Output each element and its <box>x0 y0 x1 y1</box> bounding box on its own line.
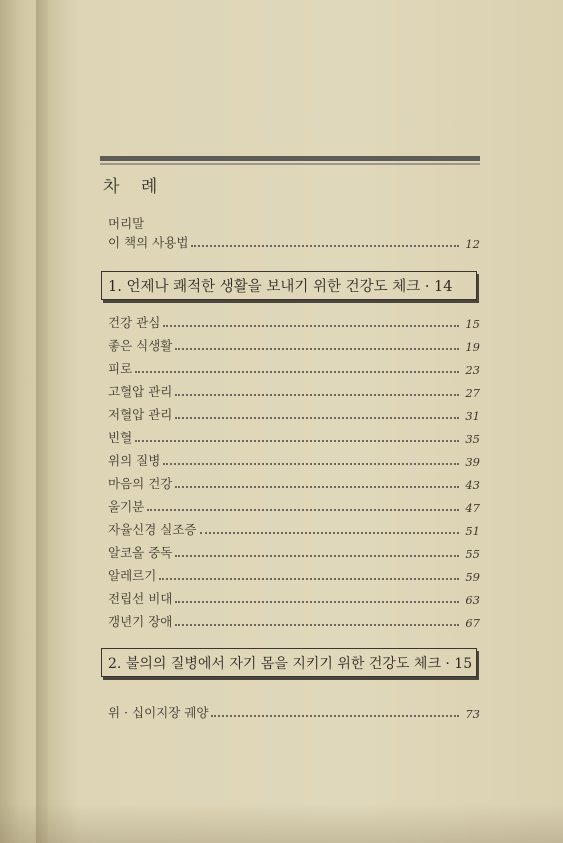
toc-entry-label: 알코올 중독 <box>108 545 173 560</box>
toc-entry[interactable] <box>108 359 480 377</box>
toc-entry-page: 31 <box>465 409 480 423</box>
toc-entry-label: 이 책의 사용법 <box>108 235 189 250</box>
dot-leader <box>191 245 459 247</box>
toc-entry-page: 27 <box>465 386 480 400</box>
toc-entry-label: 마음의 건강 <box>108 476 173 491</box>
dot-leader <box>175 394 459 396</box>
dot-leader <box>175 486 459 488</box>
section-1-heading[interactable]: 1. 언제나 쾌적한 생활을 보내기 위한 건강도 체크 · 14 <box>101 271 477 300</box>
dot-leader <box>135 440 459 442</box>
toc-entry[interactable] <box>108 703 480 721</box>
toc-entry-page: 23 <box>465 363 480 377</box>
dot-leader <box>175 624 459 626</box>
toc-entry-page: 12 <box>465 237 480 251</box>
toc-entry[interactable] <box>108 313 480 331</box>
dot-leader <box>147 509 459 511</box>
section-2-heading[interactable]: 2. 불의의 질병에서 자기 몸을 지키기 위한 건강도 체크 · 15 <box>101 648 477 677</box>
toc-entry-page: 47 <box>465 501 480 515</box>
toc-entry-page: 15 <box>465 317 480 331</box>
dot-leader <box>135 371 459 373</box>
page-bottom-shadow <box>0 803 563 843</box>
toc-entry-label: 갱년기 장애 <box>108 614 173 629</box>
toc-entry[interactable] <box>108 520 480 538</box>
header-rule-thin <box>100 163 480 165</box>
toc-entry-label: 저혈압 관리 <box>108 407 173 422</box>
toc-entry-intro[interactable] <box>108 233 480 251</box>
dot-leader <box>175 417 459 419</box>
toc-entry-label: 자율신경 실조증 <box>108 522 197 537</box>
toc-entry-label: 알레르기 <box>108 568 157 583</box>
toc-entry[interactable] <box>108 405 480 423</box>
toc-entry-page: 43 <box>465 478 480 492</box>
dot-leader <box>175 348 459 350</box>
toc-entry[interactable] <box>108 382 480 400</box>
toc-entry-page: 67 <box>465 616 480 630</box>
toc-entry-page: 63 <box>465 593 480 607</box>
toc-entry-page: 73 <box>465 707 480 721</box>
header-rule-thick <box>100 156 480 161</box>
toc-entry[interactable] <box>108 451 480 469</box>
dot-leader <box>175 601 459 603</box>
dot-leader <box>159 578 459 580</box>
dot-leader <box>163 325 459 327</box>
dot-leader <box>163 463 459 465</box>
toc-entry-label: 전립선 비대 <box>108 591 173 606</box>
dot-leader <box>175 555 459 557</box>
toc-entry[interactable] <box>108 474 480 492</box>
toc-entry-label: 피로 <box>108 361 133 376</box>
dot-leader <box>211 715 459 717</box>
toc-entry-page: 51 <box>465 524 480 538</box>
dot-leader <box>200 532 460 534</box>
contents-title: 차 례 <box>103 177 166 197</box>
toc-entry[interactable] <box>108 543 480 561</box>
toc-entry[interactable] <box>108 566 480 584</box>
toc-entry-label: 울기분 <box>108 499 145 514</box>
toc-entry-label: 고혈압 관리 <box>108 384 173 399</box>
toc-entry-page: 59 <box>465 570 480 584</box>
toc-entry[interactable] <box>108 497 480 515</box>
toc-entry[interactable] <box>108 428 480 446</box>
toc-entry-label: 좋은 식생활 <box>108 338 173 353</box>
toc-entry[interactable] <box>108 336 480 354</box>
toc-entry-page: 35 <box>465 432 480 446</box>
toc-entry-page: 55 <box>465 547 480 561</box>
toc-entry-label: 위 · 십이지장 궤양 <box>108 705 209 720</box>
toc-entry[interactable] <box>108 589 480 607</box>
preface-entry[interactable]: 머리말 <box>108 216 145 231</box>
toc-entry-page: 39 <box>465 455 480 469</box>
toc-entry-label: 빈혈 <box>108 430 133 445</box>
toc-entry-label: 위의 질병 <box>108 453 161 468</box>
toc-entry-page: 19 <box>465 340 480 354</box>
toc-entry-label: 건강 관심 <box>108 315 161 330</box>
toc-entry[interactable] <box>108 612 480 630</box>
